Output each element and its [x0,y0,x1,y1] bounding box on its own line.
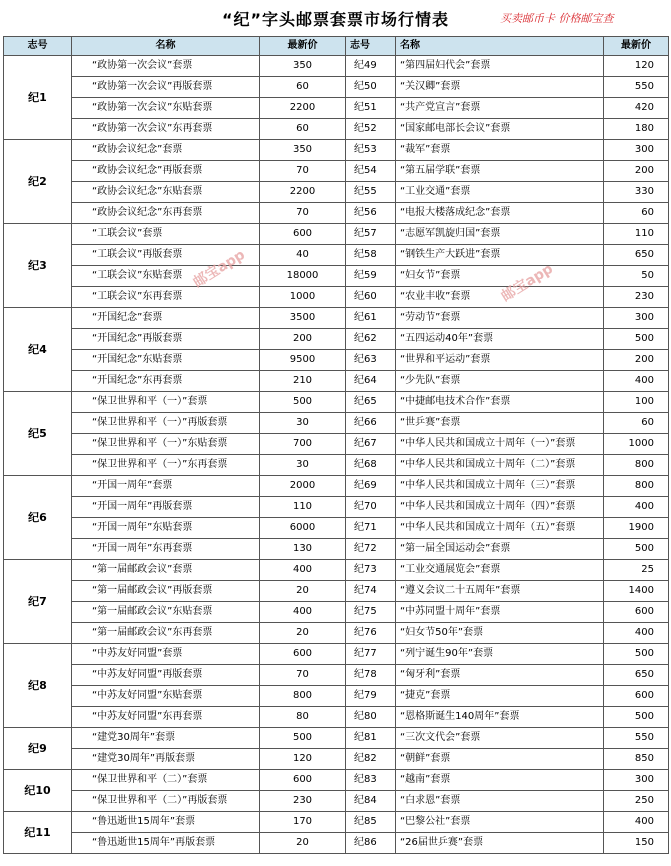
stamp-price-2: 420 [604,98,669,119]
stamp-price: 60 [260,119,346,140]
stamp-name-2: “第一届全国运动会”套票 [396,539,604,560]
stamp-price-2: 200 [604,350,669,371]
volume-cell-2: 纪84 [346,791,396,812]
volume-cell-2: 纪54 [346,161,396,182]
stamp-price-2: 500 [604,539,669,560]
volume-cell-2: 纪61 [346,308,396,329]
volume-cell: 纪4 [4,308,72,392]
stamp-price: 3500 [260,308,346,329]
stamp-name-2: “中华人民共和国成立十周年（五）”套票 [396,518,604,539]
stamp-name-2: “26届世乒赛”套票 [396,833,604,854]
stamp-name: “工联会议”再版套票 [72,245,260,266]
stamp-price-2: 200 [604,161,669,182]
table-row [4,833,669,854]
stamp-price-2: 300 [604,140,669,161]
stamp-name: “政协会议纪念”再版套票 [72,161,260,182]
stamp-name-2: “劳动节”套票 [396,308,604,329]
table-row [4,560,669,581]
stamp-name: “建党30周年”套票 [72,728,260,749]
table-row [4,140,669,161]
stamp-name: “开国一周年”东再套票 [72,539,260,560]
table-row [4,644,669,665]
volume-cell-2: 纪76 [346,623,396,644]
stamp-name: “开国纪念”东贴套票 [72,350,260,371]
table-row [4,476,669,497]
table-row [4,539,669,560]
stamp-name-2: “三次文代会”套票 [396,728,604,749]
volume-cell-2: 纪63 [346,350,396,371]
stamp-price: 20 [260,833,346,854]
table-row [4,287,669,308]
stamp-price-2: 1900 [604,518,669,539]
volume-cell: 纪5 [4,392,72,476]
stamp-price: 500 [260,392,346,413]
volume-cell-2: 纪52 [346,119,396,140]
stamp-name-2: “匈牙利”套票 [396,665,604,686]
stamp-price-2: 650 [604,665,669,686]
volume-cell: 纪11 [4,812,72,854]
stamp-name-2: “妇女节50年”套票 [396,623,604,644]
stamp-price-2: 600 [604,686,669,707]
stamp-price: 400 [260,602,346,623]
volume-cell-2: 纪70 [346,497,396,518]
stamp-price-2: 600 [604,602,669,623]
stamp-price: 600 [260,644,346,665]
stamp-name: “工联会议”套票 [72,224,260,245]
stamp-name: “政协第一次会议”东贴套票 [72,98,260,119]
header-price: 最新价 [260,37,346,56]
stamp-name: “保卫世界和平（一）”套票 [72,392,260,413]
volume-cell-2: 纪80 [346,707,396,728]
stamp-name-2: “世乒赛”套票 [396,413,604,434]
volume-cell-2: 纪69 [346,476,396,497]
stamp-price-2: 250 [604,791,669,812]
stamp-price: 200 [260,329,346,350]
stamp-price-2: 300 [604,770,669,791]
table-row [4,812,669,833]
stamp-name: “保卫世界和平（一）”东贴套票 [72,434,260,455]
stamp-name-2: “朝鲜”套票 [396,749,604,770]
stamp-name: “中苏友好同盟”再版套票 [72,665,260,686]
stamp-price: 2000 [260,476,346,497]
header-price-2: 最新价 [604,37,669,56]
stamp-price: 400 [260,560,346,581]
stamp-name-2: “中华人民共和国成立十周年（四）”套票 [396,497,604,518]
volume-cell: 纪7 [4,560,72,644]
stamp-name-2: “关汉卿”套票 [396,77,604,98]
stamp-price: 800 [260,686,346,707]
volume-cell: 纪10 [4,770,72,812]
table-row [4,182,669,203]
stamp-price: 30 [260,455,346,476]
stamp-price-2: 400 [604,497,669,518]
volume-cell-2: 纪58 [346,245,396,266]
table-row [4,791,669,812]
stamp-name: “保卫世界和平（二）”再版套票 [72,791,260,812]
stamp-price-2: 300 [604,308,669,329]
stamp-price-2: 800 [604,455,669,476]
stamp-name-2: “遵义会议二十五周年”套票 [396,581,604,602]
volume-cell-2: 纪75 [346,602,396,623]
table-row [4,119,669,140]
stamp-price-2: 500 [604,644,669,665]
table-row [4,245,669,266]
watermark-left: 邮宝app [190,246,248,291]
page-title: “纪”字头邮票套票市场行情表 [221,9,450,29]
stamp-price: 230 [260,791,346,812]
stamp-price-2: 850 [604,749,669,770]
stamp-price-2: 1400 [604,581,669,602]
volume-cell-2: 纪60 [346,287,396,308]
table-header-row [4,37,669,56]
stamp-name: “第一届邮政会议”东贴套票 [72,602,260,623]
stamp-price: 70 [260,161,346,182]
stamp-name: “保卫世界和平（二）”套票 [72,770,260,791]
header-stamp: 买卖邮币卡 价格邮宝查 [500,12,614,25]
header-name: 名称 [72,37,260,56]
volume-cell-2: 纪73 [346,560,396,581]
stamp-price: 600 [260,224,346,245]
stamp-name: “鲁迅逝世15周年”再版套票 [72,833,260,854]
stamp-name-2: “列宁诞生90年”套票 [396,644,604,665]
volume-cell-2: 纪85 [346,812,396,833]
volume-cell: 纪8 [4,644,72,728]
table-row [4,350,669,371]
stamp-name: “开国纪念”套票 [72,308,260,329]
table-row [4,455,669,476]
stamp-name: “开国纪念”再版套票 [72,329,260,350]
stamp-price-2: 500 [604,707,669,728]
stamp-price: 500 [260,728,346,749]
stamp-price-2: 800 [604,476,669,497]
stamp-price: 210 [260,371,346,392]
stamp-name: “保卫世界和平（一）”再版套票 [72,413,260,434]
stamp-price: 70 [260,665,346,686]
table-row [4,770,669,791]
volume-cell-2: 纪51 [346,98,396,119]
volume-cell-2: 纪77 [346,644,396,665]
volume-cell: 纪9 [4,728,72,770]
stamp-price-2: 60 [604,413,669,434]
stamp-name-2: “钢铁生产大跃进”套票 [396,245,604,266]
stamp-name-2: “共产党宣言”套票 [396,98,604,119]
price-table [3,36,669,854]
stamp-name-2: “白求恩”套票 [396,791,604,812]
stamp-price: 20 [260,581,346,602]
volume-cell-2: 纪57 [346,224,396,245]
table-row [4,329,669,350]
stamp-price: 350 [260,56,346,77]
stamp-price: 6000 [260,518,346,539]
stamp-price-2: 550 [604,728,669,749]
volume-cell-2: 纪72 [346,539,396,560]
stamp-name: “中苏友好同盟”套票 [72,644,260,665]
volume-cell-2: 纪71 [346,518,396,539]
table-row [4,371,669,392]
table-row [4,749,669,770]
volume-cell-2: 纪53 [346,140,396,161]
table-row [4,413,669,434]
stamp-name: “第一届邮政会议”套票 [72,560,260,581]
stamp-price-2: 400 [604,812,669,833]
stamp-price-2: 500 [604,329,669,350]
table-row [4,434,669,455]
stamp-price: 2200 [260,98,346,119]
volume-cell-2: 纪78 [346,665,396,686]
stamp-name: “开国纪念”东再套票 [72,371,260,392]
table-row [4,728,669,749]
stamp-name-2: “国家邮电部长会议”套票 [396,119,604,140]
stamp-name: “政协会议纪念”东再套票 [72,203,260,224]
stamp-price-2: 400 [604,623,669,644]
stamp-price: 2200 [260,182,346,203]
volume-cell-2: 纪79 [346,686,396,707]
table-row [4,308,669,329]
stamp-price-2: 60 [604,203,669,224]
stamp-name: “开国一周年”东贴套票 [72,518,260,539]
stamp-name-2: “中华人民共和国成立十周年（一）”套票 [396,434,604,455]
stamp-price-2: 550 [604,77,669,98]
table-row [4,665,669,686]
stamp-name: “第一届邮政会议”再版套票 [72,581,260,602]
stamp-name: “政协第一次会议”东再套票 [72,119,260,140]
stamp-price: 20 [260,623,346,644]
stamp-name-2: “少先队”套票 [396,371,604,392]
stamp-name: “工联会议”东贴套票 [72,266,260,287]
table-row [4,602,669,623]
stamp-price: 350 [260,140,346,161]
stamp-name-2: “裁军”套票 [396,140,604,161]
stamp-name: “中苏友好同盟”东再套票 [72,707,260,728]
table-row [4,707,669,728]
volume-cell-2: 纪65 [346,392,396,413]
stamp-name-2: “工业交通展览会”套票 [396,560,604,581]
volume-cell: 纪3 [4,224,72,308]
stamp-price-2: 330 [604,182,669,203]
volume-cell-2: 纪66 [346,413,396,434]
stamp-name: “开国一周年”再版套票 [72,497,260,518]
volume-cell: 纪6 [4,476,72,560]
stamp-price: 9500 [260,350,346,371]
stamp-name-2: “捷克”套票 [396,686,604,707]
stamp-price-2: 180 [604,119,669,140]
volume-cell-2: 纪50 [346,77,396,98]
stamp-price: 120 [260,749,346,770]
header-vol: 志号 [4,37,72,56]
stamp-price: 18000 [260,266,346,287]
stamp-name: “政协会议纪念”东贴套票 [72,182,260,203]
volume-cell-2: 纪64 [346,371,396,392]
stamp-name-2: “中苏同盟十周年”套票 [396,602,604,623]
watermark-right: 邮宝app [498,260,556,305]
stamp-name-2: “巴黎公社”套票 [396,812,604,833]
stamp-name: “保卫世界和平（一）”东再套票 [72,455,260,476]
table-body [4,56,669,854]
volume-cell-2: 纪55 [346,182,396,203]
stamp-price: 600 [260,770,346,791]
table-row [4,392,669,413]
table-row [4,203,669,224]
stamp-price: 60 [260,77,346,98]
stamp-name-2: “农业丰收”套票 [396,287,604,308]
table-row [4,224,669,245]
volume-cell-2: 纪62 [346,329,396,350]
table-row [4,56,669,77]
stamp-name-2: “妇女节”套票 [396,266,604,287]
stamp-name: “建党30周年”再版套票 [72,749,260,770]
stamp-price-2: 150 [604,833,669,854]
stamp-name: “开国一周年”套票 [72,476,260,497]
stamp-price: 1000 [260,287,346,308]
table-row [4,497,669,518]
stamp-price-2: 120 [604,56,669,77]
stamp-price: 110 [260,497,346,518]
table-row [4,77,669,98]
stamp-name: “政协会议纪念”套票 [72,140,260,161]
stamp-price: 30 [260,413,346,434]
stamp-name-2: “志愿军凯旋归国”套票 [396,224,604,245]
table-row [4,161,669,182]
volume-cell-2: 纪82 [346,749,396,770]
stamp-name-2: “第四届妇代会”套票 [396,56,604,77]
volume-cell-2: 纪49 [346,56,396,77]
volume-cell-2: 纪59 [346,266,396,287]
stamp-name-2: “电报大楼落成纪念”套票 [396,203,604,224]
volume-cell-2: 纪68 [346,455,396,476]
stamp-name: “政协第一次会议”套票 [72,56,260,77]
stamp-price-2: 1000 [604,434,669,455]
volume-cell: 纪2 [4,140,72,224]
header-vol-2: 志号 [346,37,396,56]
stamp-price-2: 230 [604,287,669,308]
stamp-price: 40 [260,245,346,266]
volume-cell: 纪1 [4,56,72,140]
stamp-name-2: “恩格斯诞生140周年”套票 [396,707,604,728]
table-row [4,518,669,539]
volume-cell-2: 纪67 [346,434,396,455]
table-row [4,266,669,287]
table-row [4,581,669,602]
stamp-name: “政协第一次会议”再版套票 [72,77,260,98]
volume-cell-2: 纪81 [346,728,396,749]
stamp-price: 70 [260,203,346,224]
volume-cell-2: 纪74 [346,581,396,602]
stamp-name: “第一届邮政会议”东再套票 [72,623,260,644]
stamp-name-2: “第五届学联”套票 [396,161,604,182]
stamp-name: “中苏友好同盟”东贴套票 [72,686,260,707]
header-name-2: 名称 [396,37,604,56]
stamp-price-2: 100 [604,392,669,413]
stamp-price-2: 400 [604,371,669,392]
stamp-price: 170 [260,812,346,833]
stamp-name-2: “工业交通”套票 [396,182,604,203]
table-row [4,623,669,644]
stamp-name-2: “五四运动40年”套票 [396,329,604,350]
stamp-price: 80 [260,707,346,728]
volume-cell-2: 纪83 [346,770,396,791]
stamp-price-2: 110 [604,224,669,245]
stamp-name-2: “中华人民共和国成立十周年（三）”套票 [396,476,604,497]
stamp-price: 700 [260,434,346,455]
stamp-name-2: “中华人民共和国成立十周年（二）”套票 [396,455,604,476]
stamp-name: “工联会议”东再套票 [72,287,260,308]
stamp-price-2: 650 [604,245,669,266]
stamp-name-2: “越南”套票 [396,770,604,791]
table-row [4,98,669,119]
table-row [4,686,669,707]
stamp-price-2: 50 [604,266,669,287]
stamp-name-2: “中捷邮电技术合作”套票 [396,392,604,413]
volume-cell-2: 纪56 [346,203,396,224]
stamp-name-2: “世界和平运动”套票 [396,350,604,371]
stamp-price: 130 [260,539,346,560]
stamp-price-2: 25 [604,560,669,581]
stamp-name: “鲁迅逝世15周年”套票 [72,812,260,833]
volume-cell-2: 纪86 [346,833,396,854]
